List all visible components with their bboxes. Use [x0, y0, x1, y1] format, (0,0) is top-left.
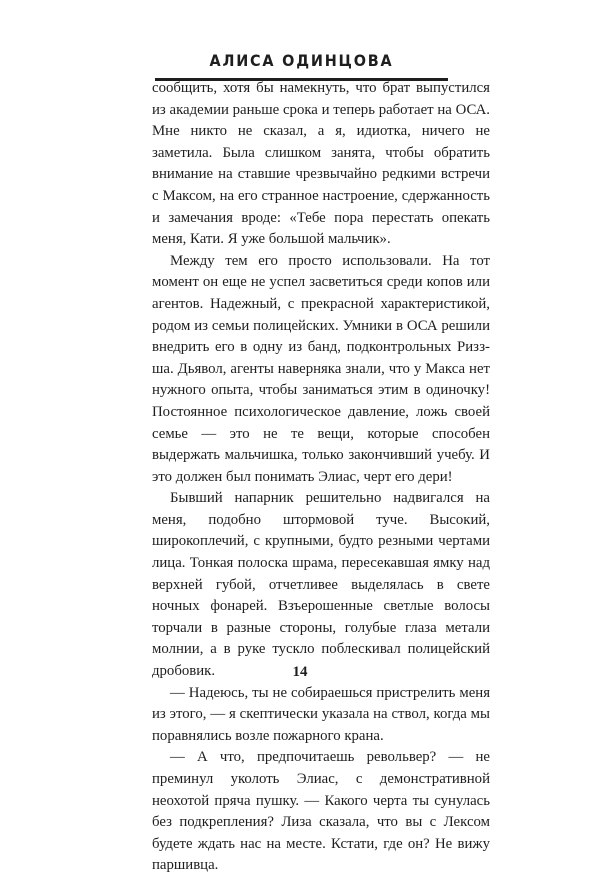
page-number: 14 — [292, 664, 308, 680]
body-text — [152, 78, 490, 877]
paragraph: — Надеюсь, ты не собираешься пристрелить меня из этого, — я скептически указала на ствол, когда мы поравнялись возле пожарного крана. — [152, 684, 490, 744]
paragraph: Между тем его просто использовали. На тот момент он еще не успел засветиться среди копов или агентов. Надежный, с прекрасной характеристикой, родом из семьи полицейских. Умники в ОСА решили внедрить его в одну из банд, подконтрольных Ризз-ша. Дьявол, агенты наверняка знали, что у Макса нет нужного опыта, чтобы заниматься этим в одиночку! Постоянное психологическое давление, ложь своей семье — это не те вещи, которые способен выдержать мальчишка, только закончивший учебу. И это должен был понимать Элиас, черт его дери! — [152, 252, 490, 485]
paragraph: — А что, предпочитаешь револьвер? — не преминул уколоть Элиас, с демонстративной неохотой пряча пушку. — Какого черта ты сунулась без подкрепления? Лиза сказала, что вы с Лексом будете ждать нас на месте. Кстати, где он? Не вижу паршивца. — [152, 749, 490, 874]
author-name: АЛИСА ОДИНЦОВА — [209, 51, 394, 70]
paragraph: Бывший напарник решительно надвигался на меня, подобно штормовой туче. Высокий, широкоплечий, с крупными, будто резными чертами лица. Тонкая полоска шрама, пересекавшая ямку над верхней губой, отчетливее выделялась в свете ночных фонарей. Взъерошенные светлые волосы торчали в разные стороны, голубые глаза метали молнии, а в руке тускло поблескивал полицейский дробовик. — [152, 490, 490, 680]
paragraph: сообщить, хотя бы намекнуть, что брат выпустился из академии раньше срока и теперь работает на ОСА. Мне никто не сказал, а я, идиотка, ничего не заметила. Была слишком занята, чтобы обратить внимание на ставшие чрезвычайно редкими встречи с Максом, на его странное настроение, сдержанность и замечания вроде: «Тебе пора перестать опекать меня, Кати. Я уже большой мальчик». — [152, 80, 490, 248]
running-header — [155, 50, 448, 81]
